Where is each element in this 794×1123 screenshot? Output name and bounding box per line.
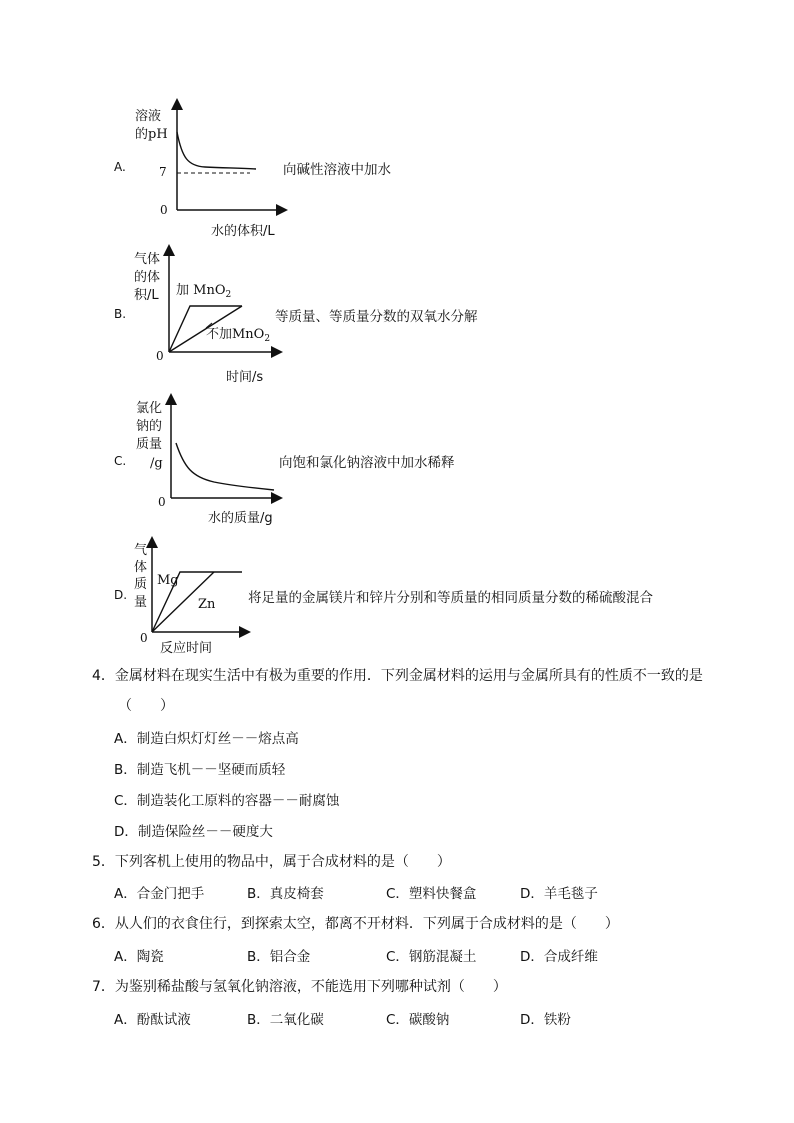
q6-option-d: D．合成纤维 [520, 949, 598, 965]
q5-option-c: C．塑料快餐盒 [386, 886, 477, 902]
q7-option-c: C．碳酸钠 [386, 1012, 450, 1028]
graph-a-ph-vs-water [130, 100, 290, 235]
graph-c-y-label-2: 钠的 [136, 419, 163, 434]
q4-option-c: C．制造装化工原料的容器－－耐腐蚀 [114, 793, 340, 809]
graph-b-curve-2-label: 不加MnO$_2$ [206, 327, 271, 344]
graph-b-origin: 0 [156, 349, 164, 363]
graph-c-y-label-4: /g [150, 456, 163, 471]
graph-d-y-label-1: 气 [134, 543, 148, 558]
graph-a-y-label-1: 溶液 [135, 109, 162, 124]
graph-c-statement: 向饱和氯化钠溶液中加水稀释 [279, 455, 455, 471]
graph-d-curve-2-label: Zn [198, 597, 216, 612]
option-b-letter: B. [114, 307, 127, 321]
graph-d-y-label-3: 质 [134, 577, 148, 592]
option-d-letter: D. [114, 588, 128, 602]
graph-b-gas-vs-time [132, 246, 282, 386]
graph-b-statement: 等质量、等质量分数的双氧水分解 [275, 309, 478, 325]
q4-stem: 4．金属材料在现实生活中有极为重要的作用．下列金属材料的运用与金属所具有的性质不一致的是 [92, 668, 703, 684]
graph-d-origin: 0 [140, 631, 148, 645]
q7-option-a: A．酚酞试液 [114, 1012, 191, 1028]
q5-stem: 5．下列客机上使用的物品中，属于合成材料的是（ ） [92, 854, 451, 870]
q7-option-d: D．铁粉 [520, 1012, 571, 1028]
q5-option-a: A．合金门把手 [114, 886, 205, 902]
graph-d-y-label-2: 体 [134, 560, 148, 575]
graph-c-curve [176, 443, 274, 490]
graph-b-x-label: 时间/s [226, 370, 264, 385]
graph-b-y-label-1: 气体 [134, 252, 161, 267]
graph-d-curve-1-label: Mg [157, 573, 179, 588]
graph-c-y-label-3: 质量 [136, 437, 163, 452]
graph-a-statement: 向碱性溶液中加水 [283, 162, 391, 178]
q6-stem: 6．从人们的衣食住行，到探索太空，都离不开材料．下列属于合成材料的是（ ） [92, 916, 619, 932]
graph-c-nacl-mass-vs-water [134, 395, 284, 515]
graph-b-y-label-3: 积/L [134, 288, 159, 303]
graph-b-y-label-2: 的体 [134, 270, 161, 285]
q4-option-d: D．制造保险丝－－硬度大 [114, 824, 273, 840]
q4-option-b: B．制造飞机－－坚硬而质轻 [114, 762, 286, 778]
option-c-letter: C. [114, 454, 127, 468]
graph-c-x-label: 水的质量/g [208, 511, 273, 526]
q4-answer-blank: （ ） [118, 698, 174, 714]
graph-a-curve [177, 132, 256, 169]
graph-d-y-label-4: 量 [134, 595, 148, 610]
graph-d-x-label: 反应时间 [160, 641, 213, 656]
graph-c-y-label-1: 氯化 [136, 401, 163, 416]
graph-a-x-label: 水的体积/L [211, 224, 275, 239]
graph-a-origin: 0 [160, 203, 168, 217]
q6-option-a: A．陶瓷 [114, 949, 164, 965]
graph-a-tick-7: 7 [159, 165, 167, 179]
graph-a-y-label-2: 的pH [135, 127, 168, 142]
q5-option-d: D．羊毛毯子 [520, 886, 598, 902]
graph-c-origin: 0 [158, 495, 166, 509]
q6-option-b: B．铝合金 [247, 949, 311, 965]
graph-b-curve-1-label: 加 MnO$_2$ [176, 283, 232, 300]
q6-option-c: C．钢筋混凝土 [386, 949, 477, 965]
q7-stem: 7．为鉴别稀盐酸与氢氧化钠溶液，不能选用下列哪种试剂（ ） [92, 979, 507, 995]
graph-d-statement: 将足量的金属镁片和锌片分别和等质量的相同质量分数的稀硫酸混合 [248, 590, 653, 606]
option-a-letter: A. [114, 160, 126, 174]
q4-option-a: A．制造白炽灯灯丝－－熔点高 [114, 731, 299, 747]
q7-option-b: B．二氧化碳 [247, 1012, 324, 1028]
q5-option-b: B．真皮椅套 [247, 886, 324, 902]
